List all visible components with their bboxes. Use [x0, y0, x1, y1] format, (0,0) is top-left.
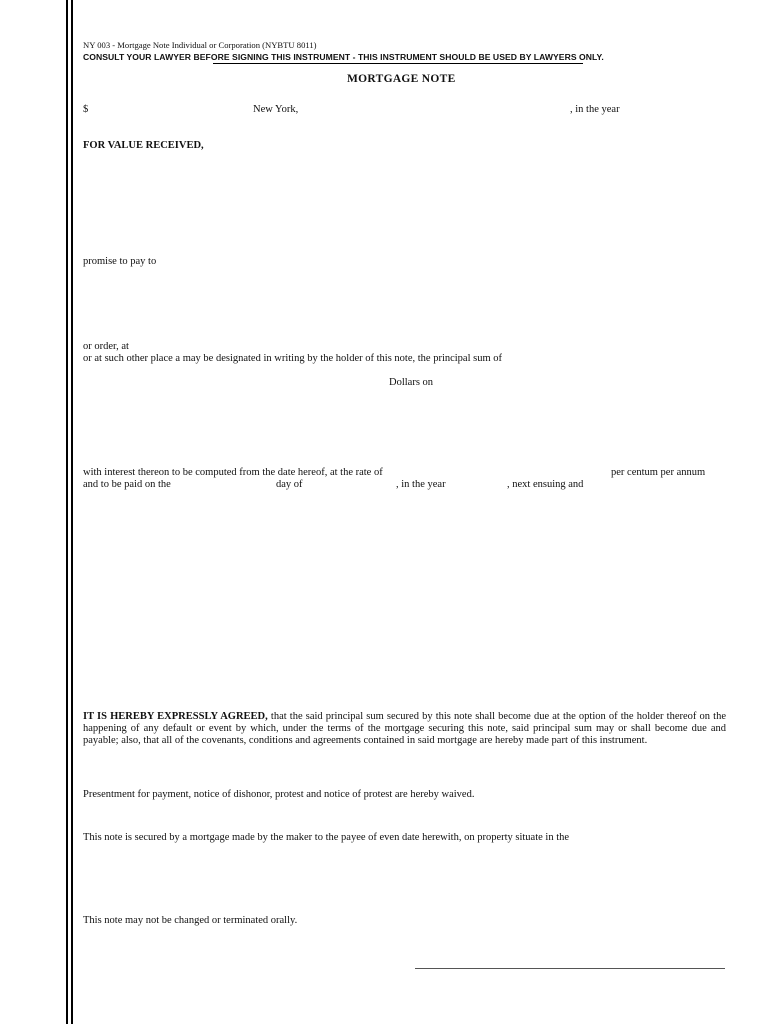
secured-paragraph: This note is secured by a mortgage made by the maker to the payee of even date herewith, on property situate in the: [83, 832, 570, 843]
place-label: New York,: [253, 104, 299, 115]
page-title: MORTGAGE NOTE: [347, 73, 456, 85]
agreed-paragraph: [83, 711, 726, 748]
per-annum-label: per centum per annum: [611, 467, 706, 478]
next-ensuing-label: , next ensuing and: [507, 479, 584, 490]
year-label: , in the year: [570, 104, 620, 115]
in-the-year-label: , in the year: [396, 479, 446, 490]
presentment-paragraph: Presentment for payment, notice of dishonor, protest and notice of protest are hereby waived.: [83, 789, 475, 800]
warning-underline: [213, 63, 583, 64]
form-id: NY 003 - Mortgage Note Individual or Corporation (NYBTU 8011): [83, 40, 317, 50]
dollar-sign: $: [83, 104, 89, 115]
paid-on-label: and to be paid on the: [83, 479, 171, 490]
lawyer-warning: CONSULT YOUR LAWYER BEFORE SIGNING THIS INSTRUMENT - THIS INSTRUMENT SHOULD BE USED BY LAWYERS ONLY.: [83, 52, 604, 62]
no-oral-change-paragraph: This note may not be changed or terminated orally.: [83, 915, 298, 926]
value-received-heading: FOR VALUE RECEIVED,: [83, 140, 204, 151]
promise-label: promise to pay to: [83, 256, 157, 267]
signature-line[interactable]: [415, 968, 725, 969]
left-border-line: [66, 0, 68, 1024]
left-border-line-inner: [71, 0, 73, 1024]
interest-line: with interest thereon to be computed from the date hereof, at the rate of: [83, 467, 383, 478]
agreed-text: that the said principal sum secured by this note shall become due at the option of the holder thereof on the happening of any default or event by which, under the terms of the mortgage securing this note, said principal sum may or shall become due and payable; also, that all of the covenants, conditions and agreements contained in said mortgage are hereby made part of this instrument.: [83, 711, 726, 747]
day-of-label: day of: [276, 479, 303, 490]
dollars-on-label: Dollars on: [389, 377, 434, 388]
principal-line: or at such other place a may be designated in writing by the holder of this note, the principal sum of: [83, 353, 503, 364]
order-line: or order, at: [83, 341, 129, 352]
agreed-lead: IT IS HEREBY EXPRESSLY AGREED,: [83, 711, 268, 722]
